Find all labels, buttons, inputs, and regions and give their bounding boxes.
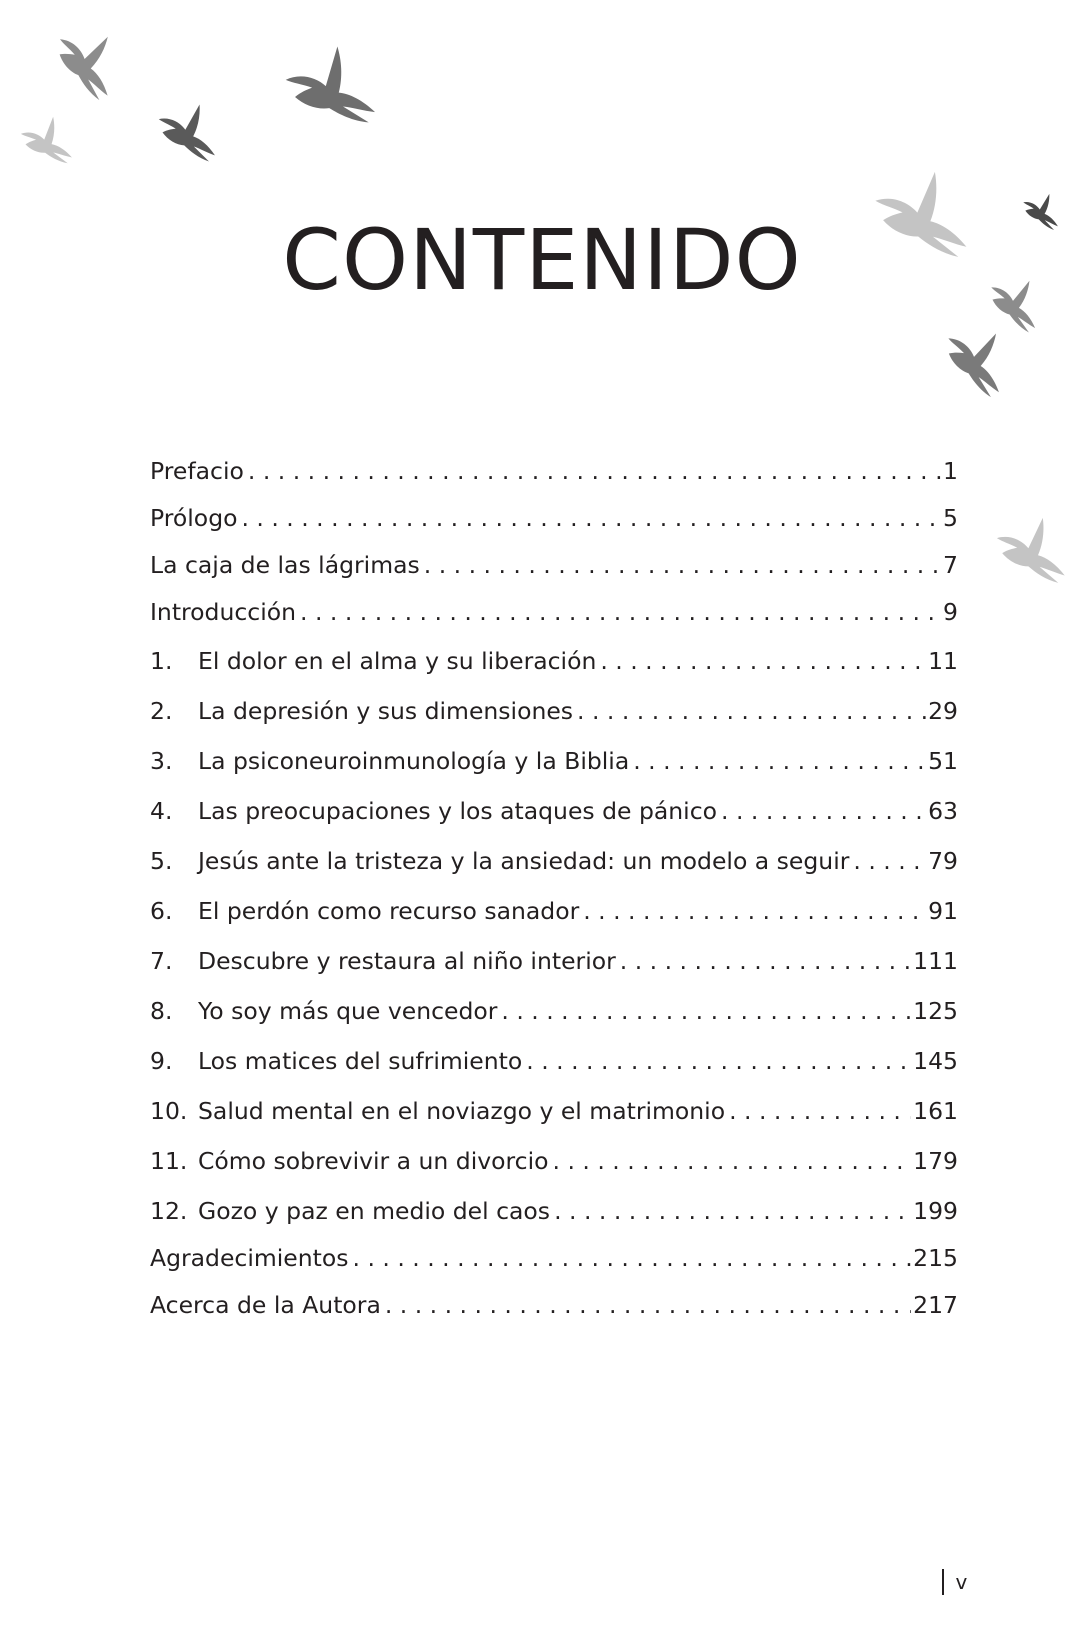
toc-entry-number: 7. [150,947,173,975]
toc-entry-page: 199 [913,1197,958,1225]
page-title: CONTENIDO [282,211,802,309]
toc-entry-title: Acerca de la Autora [150,1291,381,1319]
toc-entry-number: 4. [150,797,173,825]
toc-entry-page: 51 [928,747,958,775]
toc-entry-number: 3. [150,747,173,775]
toc-entry [150,895,958,927]
dot-leader [241,502,941,534]
dot-leader [721,795,926,827]
dot-leader [353,1242,912,1274]
toc-entry [150,455,958,487]
bird-icon [151,94,228,163]
toc-entry-title: El perdón como recurso sanador [198,897,580,925]
toc-entry-page: 11 [928,647,958,675]
toc-entry-page: 79 [928,847,958,875]
toc-entry [150,596,958,628]
toc-entry-page: 217 [913,1291,958,1319]
toc-entry-page: 161 [913,1097,958,1125]
bird-icon [44,15,135,102]
toc-entry [150,795,958,827]
toc-entry-title: Prefacio [150,457,244,485]
dot-leader [554,1195,911,1227]
toc-entry-page: 7 [943,551,958,579]
toc-entry [150,845,958,877]
toc-entry-title: La depresión y sus dimensiones [198,697,574,725]
toc-entry [150,1195,958,1227]
toc-entry [150,1242,958,1274]
toc-entry-number: 2. [150,697,173,725]
toc-entry [150,745,958,777]
dot-leader [600,645,926,677]
page-number [942,1567,967,1597]
toc-entry [150,945,958,977]
dot-leader [300,596,941,628]
bird-icon [283,42,381,123]
dot-leader [853,845,926,877]
dot-leader [526,1045,911,1077]
dot-leader [424,549,941,581]
toc-entry-title: El dolor en el alma y su liberación [198,647,597,675]
folio-divider [942,1569,944,1595]
toc-entry-number: 12. [150,1197,188,1225]
dot-leader [583,895,926,927]
dot-leader [553,1145,912,1177]
bird-icon [934,313,1025,399]
dot-leader [248,455,941,487]
bird-icon [17,112,78,164]
dot-leader [577,695,926,727]
toc-entry-number: 6. [150,897,173,925]
toc-entry [150,645,958,677]
toc-entry-page: 215 [913,1244,958,1272]
toc-entry [150,995,958,1027]
dot-leader [385,1289,911,1321]
toc-entry-page: 111 [913,947,958,975]
toc-entry-page: 91 [928,897,958,925]
toc-entry-page: 1 [943,457,958,485]
page-number-text: v [955,1570,968,1594]
toc-entry-page: 179 [913,1147,958,1175]
toc-entry [150,502,958,534]
dot-leader [501,995,911,1027]
toc-entry-number: 5. [150,847,173,875]
toc-entry-title: Descubre y restaura al niño interior [198,947,616,975]
toc-entry [150,1095,958,1127]
dot-leader [729,1095,911,1127]
toc-entry-title: Salud mental en el noviazgo y el matrimonio [198,1097,726,1125]
toc-entry-page: 5 [943,504,958,532]
toc-entry-title: Los matices del sufrimiento [198,1047,523,1075]
toc-entry [150,549,958,581]
toc-entry-number: 11. [150,1147,188,1175]
toc-entry [150,1289,958,1321]
toc-entry-title: Agradecimientos [150,1244,349,1272]
toc-entry-number: 8. [150,997,173,1025]
toc-entry-title: Yo soy más que vencedor [198,997,498,1025]
toc-entry-title: La caja de las lágrimas [150,551,420,579]
dot-leader [633,745,926,777]
toc-entry-title: Las preocupaciones y los ataques de pánico [198,797,718,825]
toc-entry-number: 9. [150,1047,173,1075]
toc-entry-page: 29 [928,697,958,725]
toc-entry-title: Gozo y paz en medio del caos [198,1197,551,1225]
dot-leader [620,945,911,977]
toc-entry-title: La psiconeuroinmunología y la Biblia [198,747,630,775]
toc-entry-page: 9 [943,598,958,626]
toc-entry-number: 1. [150,647,173,675]
toc-entry [150,1145,958,1177]
toc-entry [150,695,958,727]
toc-entry-title: Prólogo [150,504,238,532]
toc-entry-page: 145 [913,1047,958,1075]
toc-entry-number: 10. [150,1097,188,1125]
toc-entry-page: 125 [913,997,958,1025]
bird-icon [990,508,1077,584]
toc-entry [150,1045,958,1077]
toc-entry-title: Introducción [150,598,297,626]
toc-entry-page: 63 [928,797,958,825]
toc-entry-title: Jesús ante la tristeza y la ansiedad: un modelo a seguir [198,847,850,875]
toc-entry-title: Cómo sobrevivir a un divorcio [198,1147,549,1175]
